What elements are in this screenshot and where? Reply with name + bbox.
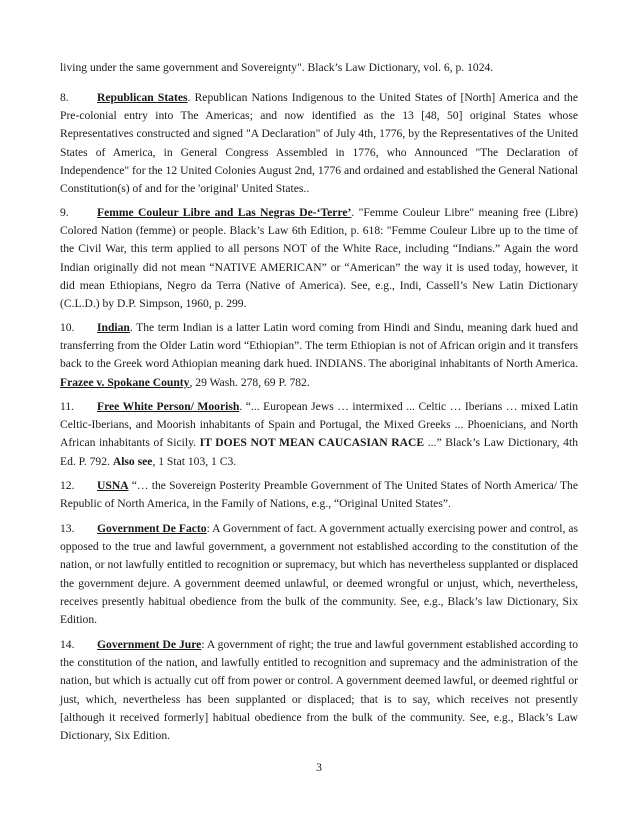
case-citation: , 29 Wash. 278, 69 P. 782. (189, 375, 310, 389)
entry-term: Government De Facto (97, 522, 207, 535)
entry-definition: : A government of right; the true and lawful government established according to the constitution of the nation, and lawfully entitled to recognition and supremacy and the administration of the nation, but which is actually cut off from power or control. A government deemed lawful, or deemed rightful or just, which, nevertheless has been supplanted or displaced; that is to say, which receives not presently [although it received formerly] habitual obedience from the bulk of the community. See, e.g., Black’s Law Dictionary, Six Edition. (60, 638, 578, 743)
entry-term: Indian (97, 321, 130, 334)
entry-13-government-de-facto (60, 520, 578, 629)
entry-9-femme-couleur-libre (60, 204, 578, 313)
case-citation-name: Frazee v. Spokane County (60, 375, 190, 389)
entry-term: USNA (97, 479, 129, 492)
entry-number: 10. (60, 321, 75, 334)
page-number: 3 (316, 761, 322, 774)
entry-12-usna (60, 477, 578, 513)
entry-term: Femme Couleur Libre and Las Negras De-‘Terre’ (97, 206, 352, 219)
also-see-label: Also see (112, 454, 153, 468)
entry-number: 13. (60, 522, 75, 535)
entry-definition: . “... European Jews … intermixed ... Celtic … Iberians … mixed Latin Celtic-Iberians, and Moorish inhabitants of Spain and Portugal, the Mixed Greeks ... Phoenicians, and North African inhabitants of Sicily. (60, 400, 578, 450)
entry-definition: . The term Indian is a latter Latin word coming from Hindi and Sindu, meaning dark hued and transferring from the Older Latin word “Ethiopian”. The term Ethiopian is not of African origin and it transfers back to the Greek word Athiopian meaning dark hued. INDIANS. The aboriginal inhabitants of North America. (60, 321, 578, 371)
entry-number: 12. (60, 479, 75, 492)
entry-definition: . "Femme Couleur Libre" meaning free (Libre) Colored Nation (femme) or people. Black’s Law 6th Edition, p. 618: "Femme Couleur Libre up to the time of the Civil War, this term applied to all persons NOT of the White Race, including “Indians.” Again the word Indian originally did not mean “NATIVE AMERICAN” or “American” the way it is used today, however, it did mean Ethiopians, Negro da Terra (Native of America). See, e.g., Indi, Cassell’s New Latin Dictionary (C.L.D.) by D.P. Simpson, 1960, p. 299. (60, 206, 578, 311)
entry-definition-continued: ...” Black’s Law Dictionary, 4th Ed. P. 792. (60, 436, 579, 468)
entry-definition: : A Government of fact. A government actually exercising power and control, as opposed to the true and lawful government, a government not established according to the constitution of the nation, or not lawfully entitled to recognition or supremacy, but which has nevertheless supplanted or displaced the government dejure. A government deemed unlawful, or deemed wrongful or unjust, which, nevertheless, receives presently habitual obedience from the bulk of the community. See, e.g., Black’s law Dictionary, Six Edition. (60, 522, 578, 627)
entry-8-republican-states (60, 89, 578, 198)
entry-number: 11. (60, 400, 75, 413)
entry-number: 9. (60, 206, 69, 219)
entry-11-free-white-person (60, 398, 578, 471)
entry-number: 8. (60, 91, 69, 104)
entry-14-government-de-jure (60, 636, 578, 745)
entry-term: Government De Jure (97, 638, 202, 651)
entry-number: 14. (60, 638, 75, 651)
entry-term: Republican States (97, 91, 188, 104)
also-see-citation: , 1 Stat 103, 1 C3. (152, 454, 237, 468)
entry-10-indian (60, 319, 578, 392)
emphasis-text: IT DOES NOT MEAN CAUCASIAN RACE (199, 436, 425, 450)
entry-definition: “… the Sovereign Posterity Preamble Government of The United States of North America/ The Republic of North America, in the Family of Nations, e.g., “Original United States”. (60, 479, 578, 511)
entry-term: Free White Person/ Moorish (97, 400, 240, 413)
entry-definition: . Republican Nations Indigenous to the United States of [North] America and the Pre-colonial entry into The Americas; and now identified as the 13 [48, 50] original States whose Representatives constructed and signed "A Declaration" of July 4th, 1776, by the Representatives of the United States of America, in General Congress Assembled in 1776, who Announced "The Declaration of Independence" for the 12 United Colonies August 2nd, 1776 and ordained and established the General National Constitution(s) of and for the 'original' United States.. (60, 91, 578, 196)
intro-paragraph: living under the same government and Sovereignty". Black’s Law Dictionary, vol. 6, p. 1024. (60, 61, 494, 74)
